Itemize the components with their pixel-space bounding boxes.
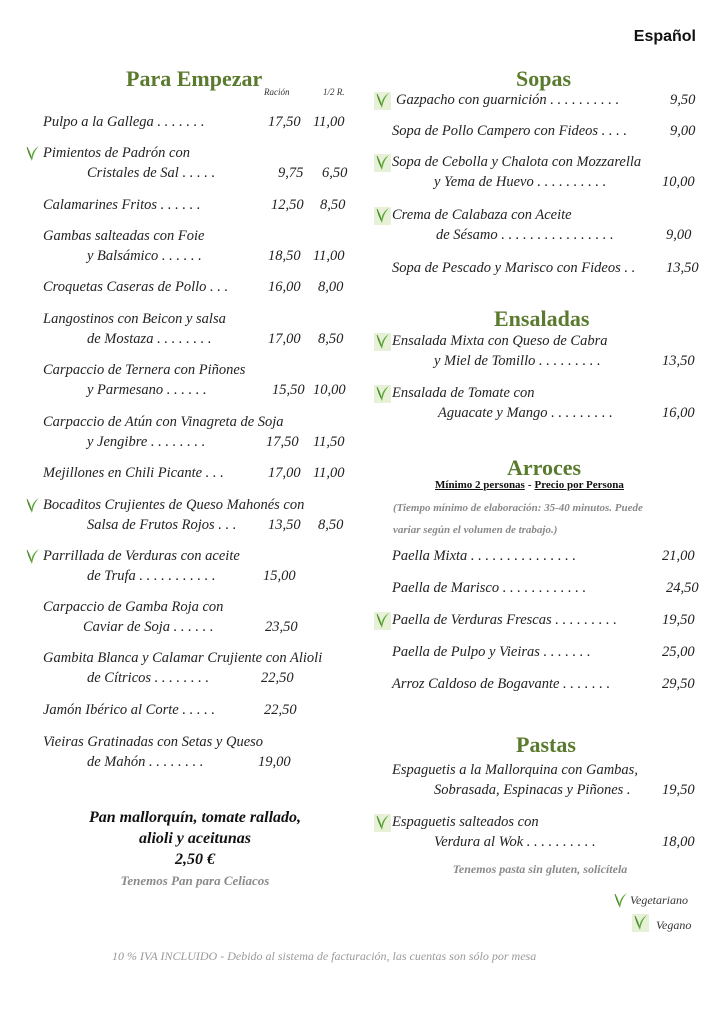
dish-name-continued: y Miel de Tomillo . . . . . . . . . [434, 353, 601, 369]
separator: - [527, 479, 532, 491]
dish-name: Parrillada de Verduras con aceite [43, 548, 240, 564]
price-half: 8,50 [320, 197, 346, 213]
dish-name: Paella Mixta . . . . . . . . . . . . . . . [392, 548, 577, 564]
column-header-half: 1/2 R. [323, 87, 345, 97]
dish-name-continued: de Mostaza . . . . . . . . [87, 331, 212, 347]
dish-name-continued: y Balsámico . . . . . . [87, 248, 202, 264]
dish-name-continued: y Yema de Huevo . . . . . . . . . . [434, 174, 607, 190]
bread-price: 2,50 € [175, 851, 215, 868]
vegan-icon [374, 207, 391, 225]
dish-name-continued: Cristales de Sal . . . . . [87, 165, 216, 181]
price-half: 8,50 [318, 331, 344, 347]
dish-name: Vieiras Gratinadas con Setas y Queso [43, 734, 264, 750]
dish-name-continued: Aguacate y Mango . . . . . . . . . [438, 405, 613, 421]
dish-name-continued: Sobrasada, Espinacas y Piñones . [434, 782, 631, 798]
dish-name: Calamarines Fritos . . . . . . [43, 197, 201, 213]
dish-name-continued: y Jengibre . . . . . . . . [87, 434, 206, 450]
vegan-icon [374, 612, 391, 630]
price: 9,00 [666, 227, 692, 243]
dish-name: Bocaditos Crujientes de Queso Mahonés con [43, 497, 305, 513]
min-persons: Mínimo 2 personas [435, 479, 525, 491]
vegetarian-icon [24, 497, 41, 515]
price-racion: 17,50 [266, 434, 299, 450]
dish-name-continued: Caviar de Soja . . . . . . [83, 619, 214, 635]
time-note-2: variar según el volumen de trabajo.) [393, 524, 558, 536]
dish-name: Langostinos con Beicon y salsa [43, 311, 226, 327]
price-racion: 12,50 [271, 197, 304, 213]
dish-name: Mejillones en Chili Picante . . . [43, 465, 224, 481]
dish-name: Gazpacho con guarnición . . . . . . . . . . [396, 92, 620, 108]
price-racion: 9,75 [278, 165, 304, 181]
dish-name-continued: de Cítricos . . . . . . . . [87, 670, 210, 686]
price-racion: 19,00 [258, 754, 291, 770]
section-title-arroces: Arroces [507, 455, 582, 480]
price: 9,00 [670, 123, 696, 139]
dish-name: Espaguetis salteados con [392, 814, 539, 830]
vegan-icon [374, 92, 391, 110]
dish-name: Carpaccio de Ternera con Piñones [43, 362, 246, 378]
price: 25,00 [662, 644, 695, 660]
bread-line-2: alioli y aceitunas [139, 830, 251, 847]
dish-name-continued: de Trufa . . . . . . . . . . . [87, 568, 216, 584]
price-racion: 15,00 [263, 568, 296, 584]
price-per-person: Precio por Persona [534, 479, 624, 491]
price-racion: 22,50 [261, 670, 294, 686]
legend-vegetarian: Vegetariano [630, 893, 688, 907]
dish-name: Sopa de Pescado y Marisco con Fideos . . [392, 260, 636, 276]
section-title-pastas: Pastas [516, 732, 576, 757]
price-racion: 17,00 [268, 465, 301, 481]
dish-name: Pimientos de Padrón con [43, 145, 190, 161]
dish-name: Carpaccio de Atún con Vinagreta de Soja [43, 414, 284, 430]
vegan-legend-icon [632, 914, 649, 932]
price-half: 8,50 [318, 517, 344, 533]
price: 9,50 [670, 92, 696, 108]
price-racion: 22,50 [264, 702, 297, 718]
dish-name-continued: y Parmesano . . . . . . [87, 382, 207, 398]
price-racion: 16,00 [268, 279, 301, 295]
gluten-free-note: Tenemos pasta sin gluten, solicítela [452, 862, 628, 876]
dish-name: Jamón Ibérico al Corte . . . . . [43, 702, 215, 718]
dish-name-continued: de Mahón . . . . . . . . [87, 754, 204, 770]
section-title-ensaladas: Ensaladas [494, 306, 590, 331]
price: 19,50 [662, 782, 695, 798]
vegetarian-legend-icon [612, 892, 629, 910]
price-half: 8,00 [318, 279, 344, 295]
dish-name: Arroz Caldoso de Bogavante . . . . . . . [392, 676, 611, 692]
dish-name-continued: de Sésamo . . . . . . . . . . . . . . . . [436, 227, 614, 243]
price-racion: 15,50 [272, 382, 305, 398]
price: 10,00 [662, 174, 695, 190]
vegan-icon [374, 154, 391, 172]
vegan-icon [374, 814, 391, 832]
footer-note: 10 % IVA INCLUIDO - Debido al sistema de facturación, las cuentas son sólo por mesa [112, 949, 537, 963]
legend-vegan: Vegano [656, 918, 692, 932]
section-title-para-empezar: Para Empezar [126, 66, 263, 91]
dish-name: Carpaccio de Gamba Roja con [43, 599, 224, 615]
dish-name: Ensalada de Tomate con [392, 385, 535, 401]
section-title-sopas: Sopas [516, 66, 572, 91]
price: 16,00 [662, 405, 695, 421]
price-half: 11,00 [313, 114, 345, 130]
price: 21,00 [662, 548, 695, 564]
price-racion: 17,50 [268, 114, 301, 130]
dish-name: Crema de Calabaza con Aceite [392, 207, 572, 223]
arroces-time-note [393, 497, 643, 541]
vegan-icon [374, 385, 391, 403]
price: 19,50 [662, 612, 695, 628]
time-note-1: (Tiempo mínimo de elaboración: 35-40 minutos. Puede [393, 502, 643, 514]
dish-name: Ensalada Mixta con Queso de Cabra [392, 333, 608, 349]
dish-name: Pulpo a la Gallega . . . . . . . [43, 114, 205, 130]
price-racion: 17,00 [268, 331, 301, 347]
price-half: 11,50 [313, 434, 345, 450]
price: 13,50 [662, 353, 695, 369]
price: 29,50 [662, 676, 695, 692]
price: 13,50 [666, 260, 699, 276]
price-half: 10,00 [313, 382, 346, 398]
dish-name: Gambas salteadas con Foie [43, 228, 205, 244]
column-header-racion: Ración [264, 87, 290, 97]
price-half: 11,00 [313, 465, 345, 481]
price: 18,00 [662, 834, 695, 850]
price-half: 11,00 [313, 248, 345, 264]
vegetarian-icon [24, 548, 41, 566]
vegetarian-icon [24, 145, 41, 163]
language-label[interactable]: Español [633, 28, 696, 45]
price-half: 6,50 [322, 165, 348, 181]
dish-name: Croquetas Caseras de Pollo . . . [43, 279, 229, 295]
dish-name: Espaguetis a la Mallorquina con Gambas, [392, 762, 638, 778]
celiac-bread-note: Tenemos Pan para Celiacos [120, 873, 270, 888]
price-racion: 13,50 [268, 517, 301, 533]
dish-name-continued: Salsa de Frutos Rojos . . . [87, 517, 237, 533]
bread-line-1: Pan mallorquín, tomate rallado, [88, 809, 302, 826]
arroces-subtitle [435, 479, 624, 491]
dish-name: Sopa de Pollo Campero con Fideos . . . . [392, 123, 628, 139]
bread-offer [60, 807, 330, 870]
price-racion: 23,50 [265, 619, 298, 635]
vegan-icon [374, 333, 391, 351]
dish-name: Paella de Verduras Frescas . . . . . . . . . [392, 612, 617, 628]
dish-name-continued: Verdura al Wok . . . . . . . . . . [434, 834, 596, 850]
dish-name: Paella de Pulpo y Vieiras . . . . . . . [392, 644, 591, 660]
dish-name: Paella de Marisco . . . . . . . . . . . . [392, 580, 587, 596]
dish-name: Sopa de Cebolla y Chalota con Mozzarella [392, 154, 642, 170]
price: 24,50 [666, 580, 699, 596]
price-racion: 18,50 [268, 248, 301, 264]
dish-name: Gambita Blanca y Calamar Crujiente con Alioli [43, 650, 323, 666]
